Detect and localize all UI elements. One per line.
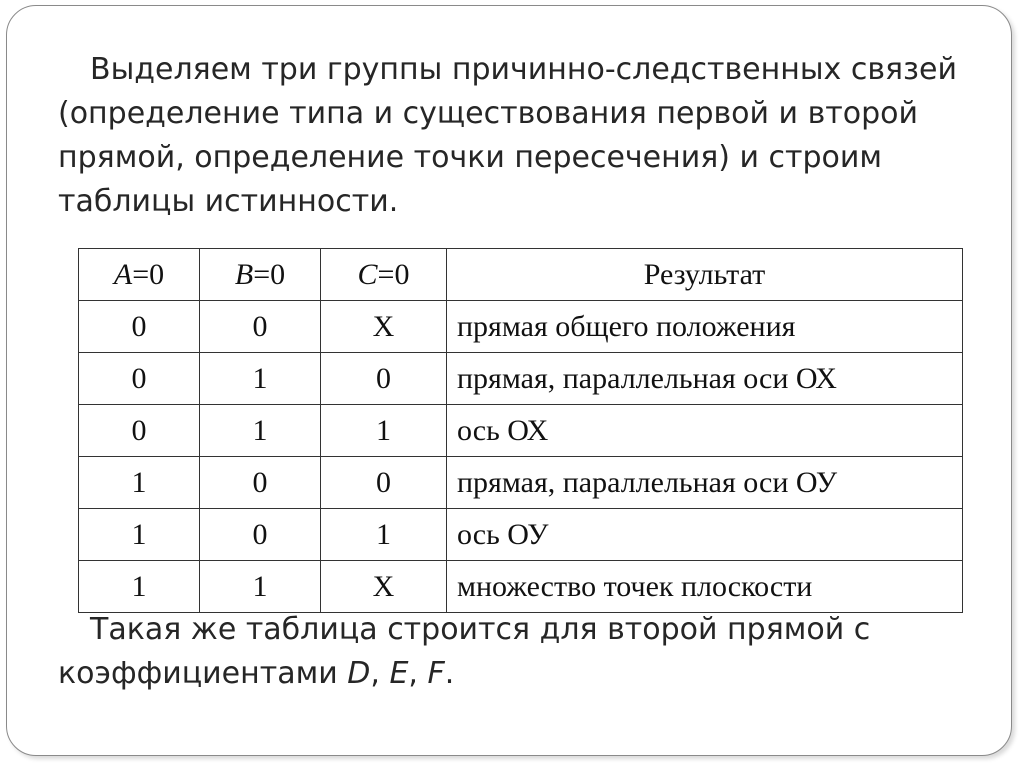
cell-b: 0 (200, 301, 321, 353)
intro-text: Выделяем три группы причинно-следственных связей (определение типа и существования первой и второй прямой, определение точки пересечения) и строим таблицы истинности. (58, 52, 957, 219)
table-header-row (79, 249, 963, 301)
cell-b: 0 (200, 509, 321, 561)
cell-result: ось ОУ (447, 509, 963, 561)
outro-paragraph: Такая же таблица строится для второй прямой с коэффициентами D, E, F. (58, 612, 871, 691)
cell-result: прямая общего положения (447, 301, 963, 353)
cell-a: 0 (79, 405, 200, 457)
cell-b: 1 (200, 561, 321, 613)
cell-b: 1 (200, 405, 321, 457)
cell-c: X (321, 561, 447, 613)
table-row (79, 405, 963, 457)
table-row (79, 561, 963, 613)
coef-d: D (347, 656, 371, 691)
coef-e: E (389, 656, 409, 691)
intro-paragraph (58, 48, 968, 224)
table-row (79, 457, 963, 509)
cell-result: множество точек плоскости (447, 561, 963, 613)
outro-text: Такая же таблица строится для второй прямой с коэффициентами (58, 612, 871, 691)
cell-c: 0 (321, 457, 447, 509)
cell-a: 1 (79, 457, 200, 509)
header-c: C=0 (321, 249, 447, 301)
cell-a: 1 (79, 509, 200, 561)
table-row (79, 301, 963, 353)
header-a: A=0 (79, 249, 200, 301)
cell-c: 1 (321, 405, 447, 457)
cell-result: ось ОХ (447, 405, 963, 457)
coef-f: F (427, 656, 445, 691)
cell-result: прямая, параллельная оси ОУ (447, 457, 963, 509)
cell-b: 0 (200, 457, 321, 509)
table-row (79, 353, 963, 405)
cell-a: 0 (79, 301, 200, 353)
cell-a: 0 (79, 353, 200, 405)
truth-table (78, 248, 963, 613)
cell-result: прямая, параллельная оси ОХ (447, 353, 963, 405)
table-row (79, 509, 963, 561)
header-b: B=0 (200, 249, 321, 301)
cell-b: 1 (200, 353, 321, 405)
cell-a: 1 (79, 561, 200, 613)
header-result: Результат (447, 249, 963, 301)
cell-c: X (321, 301, 447, 353)
cell-c: 0 (321, 353, 447, 405)
cell-c: 1 (321, 509, 447, 561)
